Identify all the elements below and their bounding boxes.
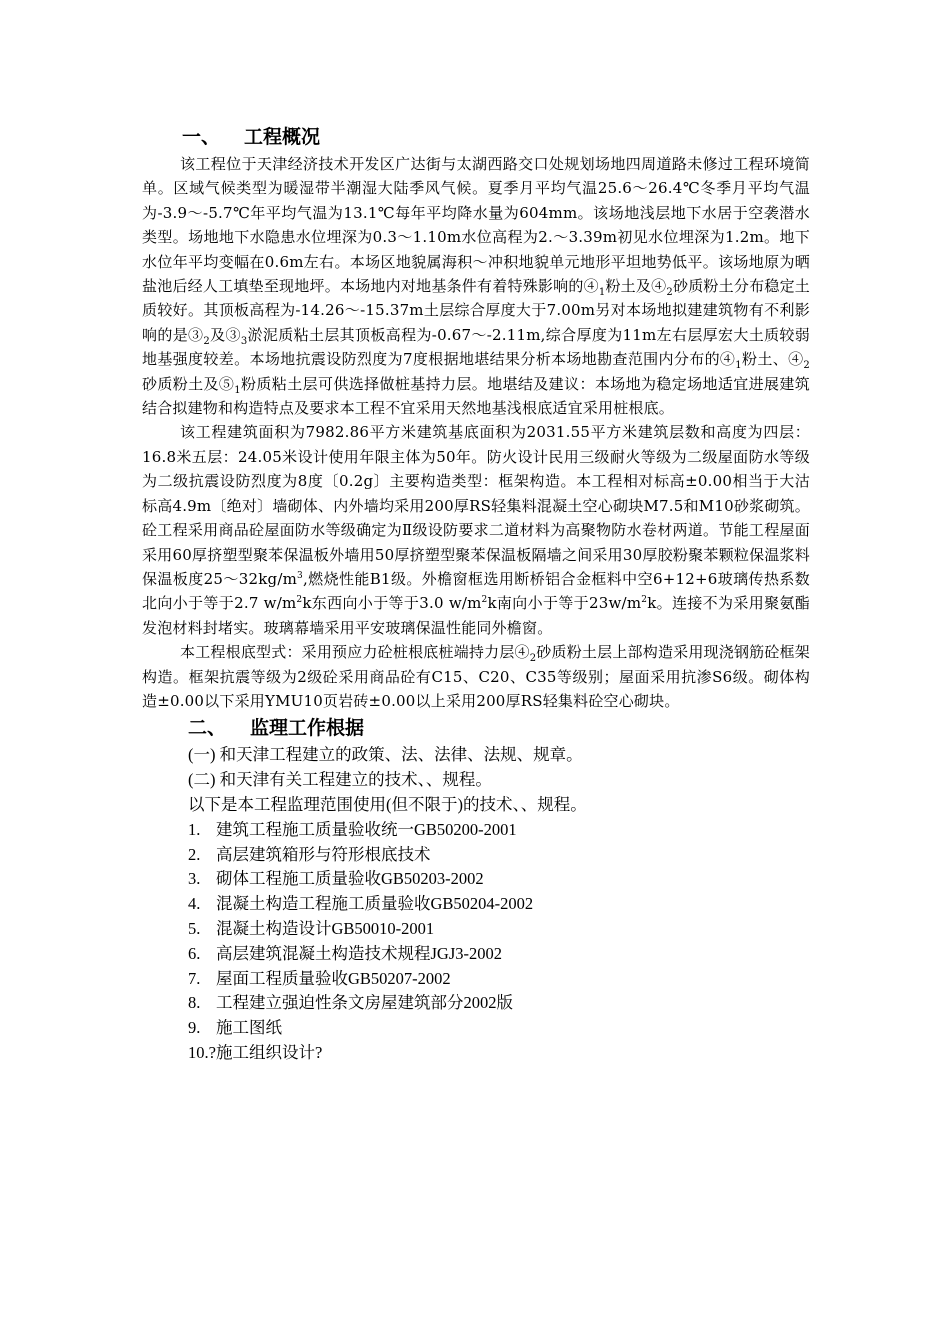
subscript: 1: [735, 360, 742, 372]
text-run: 粉质粘土层可供选择做桩基持力层。地堪结及建议：本场地为稳定场地适宜进展建筑结合拟建物和构造特点及要求本工程不宜采用天然地基浅根底适宜采用桩根底。: [142, 374, 810, 418]
subscript: 1: [598, 287, 606, 299]
text-run: 粉土及④: [605, 277, 667, 296]
list-item-number: 2.: [188, 844, 201, 864]
text-run: 粉土、④: [741, 350, 804, 369]
basis-line: (一) 和天津工程建立的政策、法、法律、法规、规章。: [188, 745, 583, 765]
list-item-text: 混凝土构造设计GB50010-2001: [216, 918, 435, 938]
list-item-text: 施工图纸: [216, 1018, 282, 1038]
list-item: [142, 967, 810, 992]
list-item-text: 高层建筑混凝土构造技术规程JGJ3-2002: [216, 943, 503, 963]
list-item-number: 9.: [188, 1018, 201, 1038]
list-item-text: 建筑工程施工质量验收统一GB50200-2001: [216, 819, 517, 839]
list-item: [142, 1041, 810, 1066]
subscript: 2: [803, 360, 810, 372]
text-run: 淤泥质粘土层其顶板高程为-0.67～-2.11m,综合厚度为11m左右层厚宏大土质较弱地基强度较差。本场地抗震设防烈度为7度根据地堪结果分析本场地勘查范围内分布的④: [142, 325, 810, 369]
document-body: [142, 122, 810, 1066]
text-run: k东西向小于等于3.0 w/m: [302, 594, 482, 613]
list-item-text: 混凝土构造工程施工质量验收GB50204-2002: [216, 894, 534, 914]
list-item: [142, 917, 810, 942]
section-title: 监理工作根据: [250, 717, 365, 740]
list-item-text: 高层建筑箱形与符形根底技术: [216, 844, 431, 864]
list-item: [142, 942, 810, 967]
list-item-text: 工程建立强迫性条文房屋建筑部分2002版: [216, 993, 513, 1013]
superscript: 2: [481, 595, 488, 606]
section-title: 工程概况: [244, 126, 321, 148]
list-item-number: 4.: [188, 894, 201, 914]
subscript: 2: [666, 287, 673, 299]
text-run: 及③: [209, 325, 241, 344]
list-item: [142, 991, 810, 1016]
overview-paragraph-building: [142, 420, 810, 640]
list-item: [142, 818, 810, 843]
text-run: 本工程根底型式：采用预应力砼桩根底桩端持力层④: [180, 643, 530, 662]
list-item-number: 1.: [188, 819, 201, 839]
list-item-text: 屋面工程质量验收GB50207-2002: [216, 968, 451, 988]
subscript: 2: [203, 335, 210, 347]
superscript: 3: [297, 570, 303, 581]
overview-paragraph-site: [142, 152, 810, 420]
section-number: 一、: [182, 126, 221, 148]
text-run: 该工程位于天津经济技术开发区广达街与太湖西路交口处规划场地四周道路未修过工程环境简单。区域气候类型为暖湿带半潮湿大陆季风气候。夏季月平均气温25.6～26.4℃冬季月平均气温为-3.9～-5.7℃年平均气温为13.1℃每年平均降水量为604mm。该场地浅层地下水居于空袭潜水类型。场地地下水隐患水位埋深为0.3～1.10m水位高程为2.～3.39m初见水位埋深为1.2m。地下水位年平均变幅在0.6m左右。本场区地貌属海积～冲积地貌单元地形平坦地势低平。该场地原为晒盐池后经人工填垫至现地坪。本场地内对地基条件有着特殊影响的④: [142, 155, 810, 296]
text-run: 砂质粉土及⑤: [142, 374, 235, 393]
list-item-number: 6.: [188, 943, 201, 963]
superscript: 2: [296, 595, 303, 606]
list-item: [142, 1016, 810, 1041]
list-item: [142, 843, 810, 868]
subscript: 1: [234, 384, 241, 396]
section-heading-basis: [142, 713, 810, 743]
list-item-number: 8.: [188, 993, 201, 1013]
section-number: 二、: [188, 717, 227, 740]
text-run: 砂质粉土分布稳定土质较好。其顶板高程为-14.26～-15.37m土层综合厚度大于7.00m另对本场地拟建建筑物有不利影响的是③: [142, 277, 810, 344]
text-run: 该工程建筑面积为7982.86平方米建筑基底面积为2031.55平方米建筑层数和高度为四层：16.8米五层：24.05米设计使用年限主体为50年。防火设计民用三级耐火等级为二级屋面防水等级为二级抗震设防烈度为8度〔0.2g〕主要构造类型：框架构造。本工程相对标高±0.00相当于大沽标高4.9m〔绝对〕墙砌体、内外墙均采用200厚RS轻集料混凝土空心砌块M7.5和M10砂浆砌筑。砼工程采用商品砼屋面防水等级确定为Ⅱ级设防要求二道材料为高聚物防水卷材两道。节能工程屋面采用60厚挤塑型聚苯保温板外墙用50厚挤塑型聚苯保温板隔墙之间采用30厚胶粉聚苯颗粒保温浆料保温板度25～32kg/m: [142, 423, 810, 588]
list-item-text: 砌体工程施工质量验收GB50203-2002: [216, 869, 484, 889]
text-run: k。连接不为采用聚氨酯发泡材料封堵实。玻璃幕墙采用平安玻璃保温性能同外檐窗。: [142, 594, 810, 637]
superscript: 2: [641, 595, 648, 606]
basis-line: 以下是本工程监理范围使用(但不限于)的技术、、规程。: [188, 794, 587, 814]
overview-paragraph-foundation: [142, 640, 810, 713]
text-run: ,燃烧性能B1级。外檐窗框选用断桥铝合金框料中空6+12+6玻璃传热系数北向小于等于2.7 w/m: [142, 569, 810, 613]
subscript: 2: [529, 653, 537, 665]
section-heading-overview: [142, 122, 810, 152]
subscript: 3: [240, 335, 248, 347]
list-item-number: 3.: [188, 869, 201, 889]
list-item-number: 10.: [188, 1042, 209, 1062]
list-item-text: ?施工组织设计?: [208, 1042, 323, 1062]
text-run: 砂质粉土层上部构造采用现浇钢筋砼框架构造。框架抗震等级为2级砼采用商品砼有C15、C20、C35等级别；屋面采用抗渗S6级。砌体构造±0.00以下采用YMU10页岩砖±0.00以上采用200厚RS轻集料砼空心砌块。: [142, 643, 810, 710]
list-item-number: 5.: [188, 918, 201, 938]
basis-line: (二) 和天津有关工程建立的技术、、规程。: [188, 770, 492, 790]
list-item: [142, 867, 810, 892]
list-item: [142, 892, 810, 917]
text-run: k南向小于等于23w/m: [487, 594, 642, 613]
list-item-number: 7.: [188, 968, 201, 988]
